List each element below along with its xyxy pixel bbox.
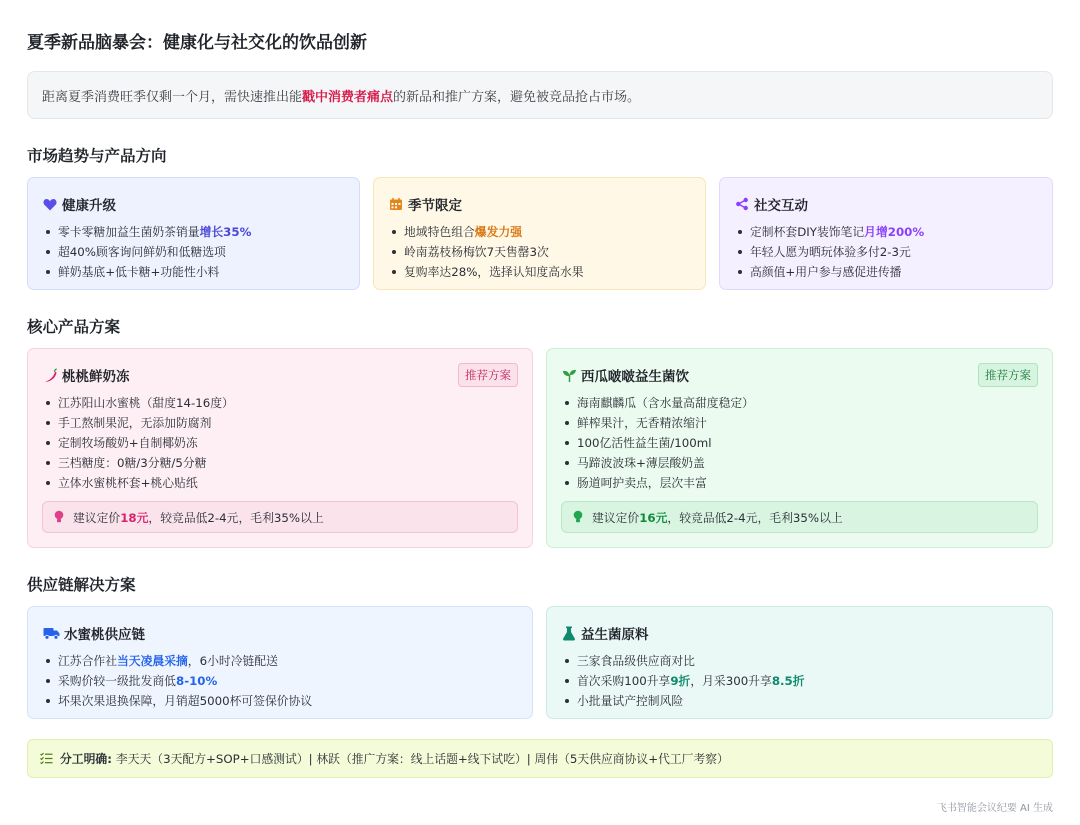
lightbulb-icon xyxy=(572,510,586,524)
card-header xyxy=(42,365,518,385)
footer-note: 飞书智能会议纪要 AI 生成 xyxy=(936,803,1053,814)
trend-card-seasonal xyxy=(373,177,706,290)
sprout-icon xyxy=(561,367,577,383)
list-item: 100亿活性益生菌/100ml xyxy=(561,433,1038,453)
list-item: 肠道呵护卖点，层次丰富 xyxy=(561,473,1038,493)
price-suggestion xyxy=(42,501,518,533)
price-text: 建议定价18元，较竞品低2-4元，毛利35%以上 xyxy=(73,510,324,525)
bullet-list xyxy=(42,222,345,282)
bullet-list xyxy=(388,222,691,282)
trend-card-social xyxy=(719,177,1053,290)
intro-highlight: 戳中消费者痛点 xyxy=(302,89,394,105)
card-title: 社交互动 xyxy=(754,198,808,214)
list-item: 三档糖度：0糖/3分糖/5分糖 xyxy=(42,453,518,473)
list-item: 鲜奶基底+低卡糖+功能性小料 xyxy=(42,262,345,282)
card-title: 桃桃鲜奶冻 xyxy=(62,369,130,385)
card-header xyxy=(42,623,518,643)
bullet-list xyxy=(734,222,1038,282)
supply-card-peach xyxy=(27,606,533,719)
card-header xyxy=(388,194,691,214)
bullet-list xyxy=(42,393,518,493)
product-card-peach xyxy=(27,348,533,548)
trend-card-health xyxy=(27,177,360,290)
calendar-icon xyxy=(388,196,404,212)
card-title: 季节限定 xyxy=(408,198,462,214)
card-title: 水蜜桃供应链 xyxy=(64,627,145,643)
product-card-watermelon xyxy=(546,348,1053,548)
card-header xyxy=(561,623,1038,643)
list-item: 海南麒麟瓜（含水量高甜度稳定） xyxy=(561,393,1038,413)
price-text: 建议定价16元，较竞品低2-4元，毛利35%以上 xyxy=(592,510,843,525)
list-item: 年轻人愿为晒玩体验多付2-3元 xyxy=(734,242,1038,262)
truck-icon xyxy=(42,625,60,641)
list-item: 三家食品级供应商对比 xyxy=(561,651,1038,671)
page-title: 夏季新品脑暴会：健康化与社交化的饮品创新 xyxy=(27,33,367,53)
card-header xyxy=(734,194,1038,214)
bullet-list xyxy=(561,651,1038,711)
flask-icon xyxy=(561,625,577,641)
bullet-list xyxy=(561,393,1038,493)
list-item: 鲜榨果汁，无香精浓缩汁 xyxy=(561,413,1038,433)
list-item: 小批量试产控制风险 xyxy=(561,691,1038,711)
team-label: 分工明确: xyxy=(60,752,112,766)
intro-banner xyxy=(27,71,1053,119)
list-item: 定制杯套DIY装饰笔记月增200% xyxy=(734,222,1038,242)
list-item: 江苏阳山水蜜桃（甜度14-16度） xyxy=(42,393,518,413)
list-item: 高颜值+用户参与感促进传播 xyxy=(734,262,1038,282)
checklist-icon xyxy=(40,752,54,766)
list-item: 立体水蜜桃杯套+桃心贴纸 xyxy=(42,473,518,493)
list-item: 定制牧场酸奶+自制椰奶冻 xyxy=(42,433,518,453)
card-title: 益生菌原料 xyxy=(581,627,649,643)
section-title-supply: 供应链解决方案 xyxy=(27,576,136,594)
card-header xyxy=(42,194,345,214)
list-item: 零卡零糖加益生菌奶茶销量增长35% xyxy=(42,222,345,242)
bullet-list xyxy=(42,651,518,711)
price-suggestion xyxy=(561,501,1038,533)
section-title-products: 核心产品方案 xyxy=(27,318,121,336)
list-item: 地域特色组合爆发力强 xyxy=(388,222,691,242)
list-item: 采购价较一级批发商低8-10% xyxy=(42,671,518,691)
list-item: 岭南荔枝杨梅饮7天售罄3次 xyxy=(388,242,691,262)
heart-icon xyxy=(42,196,58,212)
supply-card-probiotic xyxy=(546,606,1053,719)
list-item: 超40%顾客询问鲜奶和低糖选项 xyxy=(42,242,345,262)
card-title: 健康升级 xyxy=(62,198,116,214)
chili-icon xyxy=(42,367,58,383)
list-item: 首次采购100升享9折，月采300升享8.5折 xyxy=(561,671,1038,691)
list-item: 马蹄波波珠+薄层酸奶盖 xyxy=(561,453,1038,473)
list-item: 坏果次果退换保障，月销超5000杯可签保价协议 xyxy=(42,691,518,711)
recommended-badge: 推荐方案 xyxy=(458,363,518,387)
share-icon xyxy=(734,196,750,212)
list-item: 复购率达28%，选择认知度高水果 xyxy=(388,262,691,282)
lightbulb-icon xyxy=(53,510,67,524)
section-title-trends: 市场趋势与产品方向 xyxy=(27,147,167,165)
card-header xyxy=(561,365,1038,385)
intro-text: 距离夏季消费旺季仅剩一个月，需快速推出能戳中消费者痛点的新品和推广方案，避免被竞品抢占市场。 xyxy=(42,89,641,105)
list-item: 手工熬制果泥，无添加防腐剂 xyxy=(42,413,518,433)
team-assignment-banner xyxy=(27,739,1053,778)
team-text: 李天天（3天配方+SOP+口感测试）| 林跃（推广方案：线上话题+线下试吃）| 周伟（5天供应商协议+代工厂考察） xyxy=(115,752,729,766)
card-title: 西瓜啵啵益生菌饮 xyxy=(581,369,689,385)
recommended-badge: 推荐方案 xyxy=(978,363,1038,387)
list-item: 江苏合作社当天凌晨采摘，6小时冷链配送 xyxy=(42,651,518,671)
